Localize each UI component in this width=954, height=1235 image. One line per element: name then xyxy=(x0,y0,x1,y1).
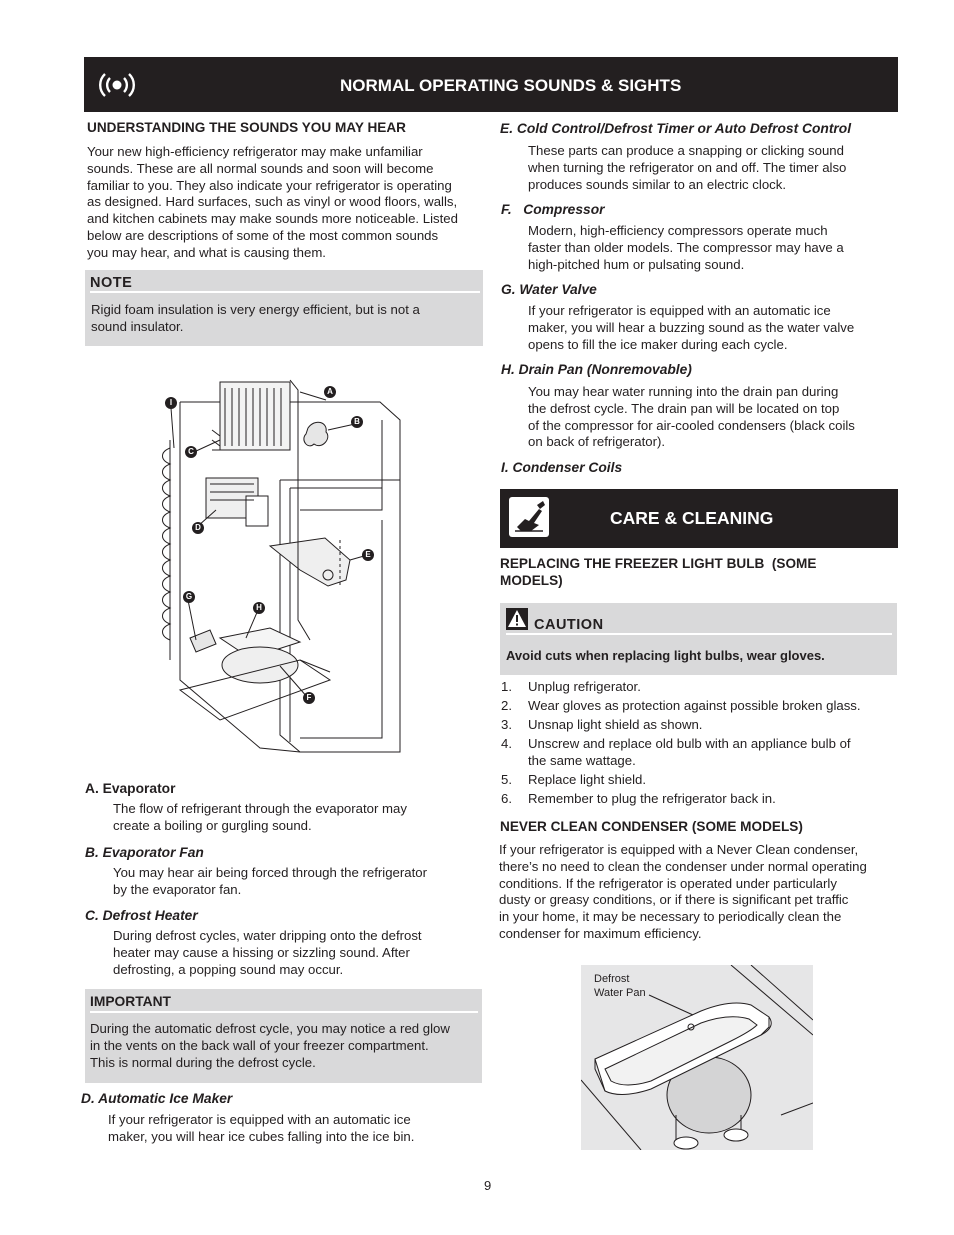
section-title: CARE & CLEANING xyxy=(610,508,774,528)
intro-line: as designed. Hard surfaces, such as vinyl or wood floors, walls, xyxy=(87,194,458,210)
item-text: During defrost cycles, water dripping onto the defrost xyxy=(113,928,422,943)
item-title: H. Drain Pan (Nonremovable) xyxy=(501,362,692,377)
diagram-callout: H xyxy=(253,602,265,614)
drain-pan-label-line: Water Pan xyxy=(594,986,646,999)
item-text: high-pitched hum or pulsating sound. xyxy=(528,256,745,272)
item-title: A. Evaporator xyxy=(85,781,176,796)
note-text: sound insulator. xyxy=(91,318,184,334)
sound-waves-icon xyxy=(98,70,136,100)
condenser-line: If your refrigerator is equipped with a Never Clean condenser, xyxy=(499,842,859,857)
diagram-callout: G xyxy=(183,591,195,603)
item-text: heater may cause a hissing or sizzling sound. After xyxy=(113,944,410,960)
note-box xyxy=(85,270,483,346)
intro-line: Your new high-efficiency refrigerator may make unfamiliar xyxy=(87,144,423,159)
item-title: I. Condenser Coils xyxy=(501,460,623,475)
item-title: B. Evaporator Fan xyxy=(85,845,204,860)
page-number: 9 xyxy=(484,1178,492,1193)
drain-pan-label-line: Defrost xyxy=(594,973,630,985)
important-text: During the automatic defrost cycle, you may notice a red glow xyxy=(90,1021,450,1036)
note-text: Rigid foam insulation is very energy efficient, but is not a xyxy=(91,302,420,317)
condenser-line: there’s no need to clean the condenser under normal operating xyxy=(499,858,867,874)
sounds-intro xyxy=(87,144,487,262)
defrost-water-pan-illustration xyxy=(581,965,813,1150)
item-title: E. Cold Control/Defrost Timer or Auto Defrost Control xyxy=(500,121,852,136)
item-text: opens to fill the ice maker during each cycle. xyxy=(528,336,788,352)
item-text: If your refrigerator is equipped with an automatic ice xyxy=(108,1112,411,1127)
item-text: maker, you will hear a buzzing sound as the water valve xyxy=(528,319,855,335)
item-text: Modern, high-efficiency compressors operate much xyxy=(528,223,828,238)
item-text: produces sounds similar to an electric clock. xyxy=(528,176,786,192)
warning-triangle-icon xyxy=(506,608,528,630)
list-item: 3. Unsnap light shield as shown. xyxy=(501,717,703,732)
intro-line: familiar to you. They also indicate your refrigerator is operating xyxy=(87,177,452,193)
condenser-heading: NEVER CLEAN CONDENSER (SOME MODELS) xyxy=(500,819,803,834)
list-item: 2. Wear gloves as protection against possible broken glass. xyxy=(501,698,861,713)
diagram-callout: E xyxy=(362,549,374,561)
list-item: 5. Replace light shield. xyxy=(501,772,647,788)
drain-pan-label xyxy=(594,973,646,1000)
cleaning-hand-icon xyxy=(509,497,549,537)
item-text: of the compressor for air-cooled condensers (black coils xyxy=(528,417,855,433)
item-title: F. Compressor xyxy=(501,202,605,217)
item-text: These parts can produce a snapping or clicking sound xyxy=(528,143,844,158)
sounds-heading: UNDERSTANDING THE SOUNDS YOU MAY HEAR xyxy=(87,120,406,135)
bulb-heading-line: REPLACING THE FREEZER LIGHT BULB (SOME xyxy=(500,556,817,571)
list-item: 4. Unscrew and replace old bulb with an appliance bulb of the same wattage. xyxy=(501,736,851,769)
item-text: the defrost cycle. The drain pan will be located on top xyxy=(528,400,840,416)
item-title: D. Automatic Ice Maker xyxy=(81,1091,233,1106)
item-text: create a boiling or gurgling sound. xyxy=(113,817,312,833)
note-rule xyxy=(90,274,480,293)
item-text: faster than older models. The compressor may have a xyxy=(528,239,844,255)
intro-line: sounds. These are all normal sounds and soon will become xyxy=(87,160,434,176)
intro-line: you may hear, and what is causing them. xyxy=(87,244,326,260)
condenser-line: dusty or greasy conditions, or if there is significant pet traffic xyxy=(499,892,849,908)
diagram-callout: A xyxy=(324,386,336,398)
diagram-callout: I xyxy=(165,397,177,409)
intro-line: below are descriptions of some of the most common sounds xyxy=(87,227,439,243)
item-text: If your refrigerator is equipped with an automatic ice xyxy=(528,303,831,318)
condenser-text xyxy=(499,842,897,943)
diagram-callout: F xyxy=(303,692,315,704)
item-text: by the evaporator fan. xyxy=(113,881,242,897)
important-text: This is normal during the defrost cycle. xyxy=(90,1054,316,1070)
item-text: You may hear air being forced through the refrigerator xyxy=(113,865,428,880)
section-title: NORMAL OPERATING SOUNDS & SIGHTS xyxy=(340,76,682,95)
intro-line: and kitchen cabinets may make sounds more noticeable. Listed xyxy=(87,211,458,227)
diagram-callout: D xyxy=(192,522,204,534)
item-title: G. Water Valve xyxy=(501,282,597,297)
important-box xyxy=(85,989,482,1083)
important-title: IMPORTANT xyxy=(90,994,171,1009)
item-text: You may hear water running into the drain pan during xyxy=(528,384,839,399)
list-item: 6. Remember to plug the refrigerator back in. xyxy=(501,791,776,807)
bulb-heading xyxy=(500,555,898,589)
caution-box xyxy=(500,603,897,675)
section-banner-care xyxy=(500,489,898,548)
condenser-line: condenser for maximum efficiency. xyxy=(499,925,702,941)
item-text: defrosting, a popping sound may occur. xyxy=(113,961,344,977)
item-text: maker, you will hear ice cubes falling into the ice bin. xyxy=(108,1128,415,1144)
list-item: 1. Unplug refrigerator. xyxy=(501,679,641,694)
caution-title: CAUTION xyxy=(534,617,604,633)
condenser-line: in your home, it may be necessary to periodically clean the xyxy=(499,909,842,925)
refrigerator-components-diagram xyxy=(150,360,420,760)
item-title: C. Defrost Heater xyxy=(85,908,198,923)
condenser-line: conditions. If the refrigerator is operated under particularly xyxy=(499,875,837,891)
diagram-callout: B xyxy=(351,416,363,428)
section-banner-sounds xyxy=(84,57,898,112)
diagram-callout: C xyxy=(185,446,197,458)
item-text: The flow of refrigerant through the evaporator may xyxy=(113,801,407,816)
note-title: NOTE xyxy=(90,275,133,291)
caution-text: Avoid cuts when replacing light bulbs, wear gloves. xyxy=(506,648,825,663)
bulb-steps-list xyxy=(501,678,898,808)
item-text: on back of refrigerator). xyxy=(528,434,666,450)
important-rule xyxy=(90,993,478,1013)
bulb-heading-line: MODELS) xyxy=(500,573,563,588)
important-text: in the vents on the back wall of your freezer compartment. xyxy=(90,1037,429,1053)
item-text: when turning the refrigerator on and off. The timer also xyxy=(528,159,847,175)
